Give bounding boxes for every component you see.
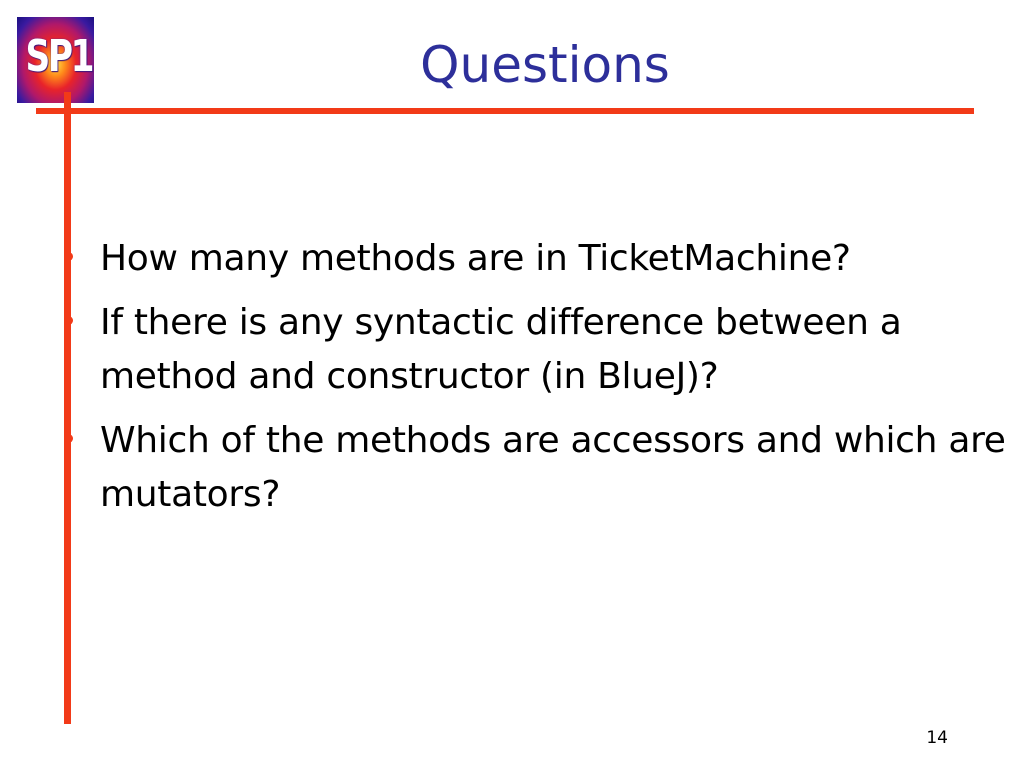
bullet-dot-icon	[64, 252, 73, 261]
logo-text: SP1	[25, 31, 93, 82]
left-vertical-rule	[64, 92, 71, 724]
bullet-list	[100, 232, 1010, 532]
bullet-dot-icon	[64, 316, 73, 325]
bullet-item	[100, 414, 1010, 522]
title-underline-rule	[36, 108, 974, 114]
bullet-item	[100, 232, 1010, 286]
bullet-dot-icon	[64, 434, 73, 443]
bullet-text: How many methods are in TicketMachine?	[100, 238, 851, 279]
slide-title: Questions	[420, 36, 670, 94]
bullet-text: If there is any syntactic difference between a method and constructor (in BlueJ)?	[100, 302, 902, 397]
bullet-item	[100, 296, 1010, 404]
bullet-text: Which of the methods are accessors and which are mutators?	[100, 420, 1006, 515]
page-number: 14	[926, 728, 948, 748]
